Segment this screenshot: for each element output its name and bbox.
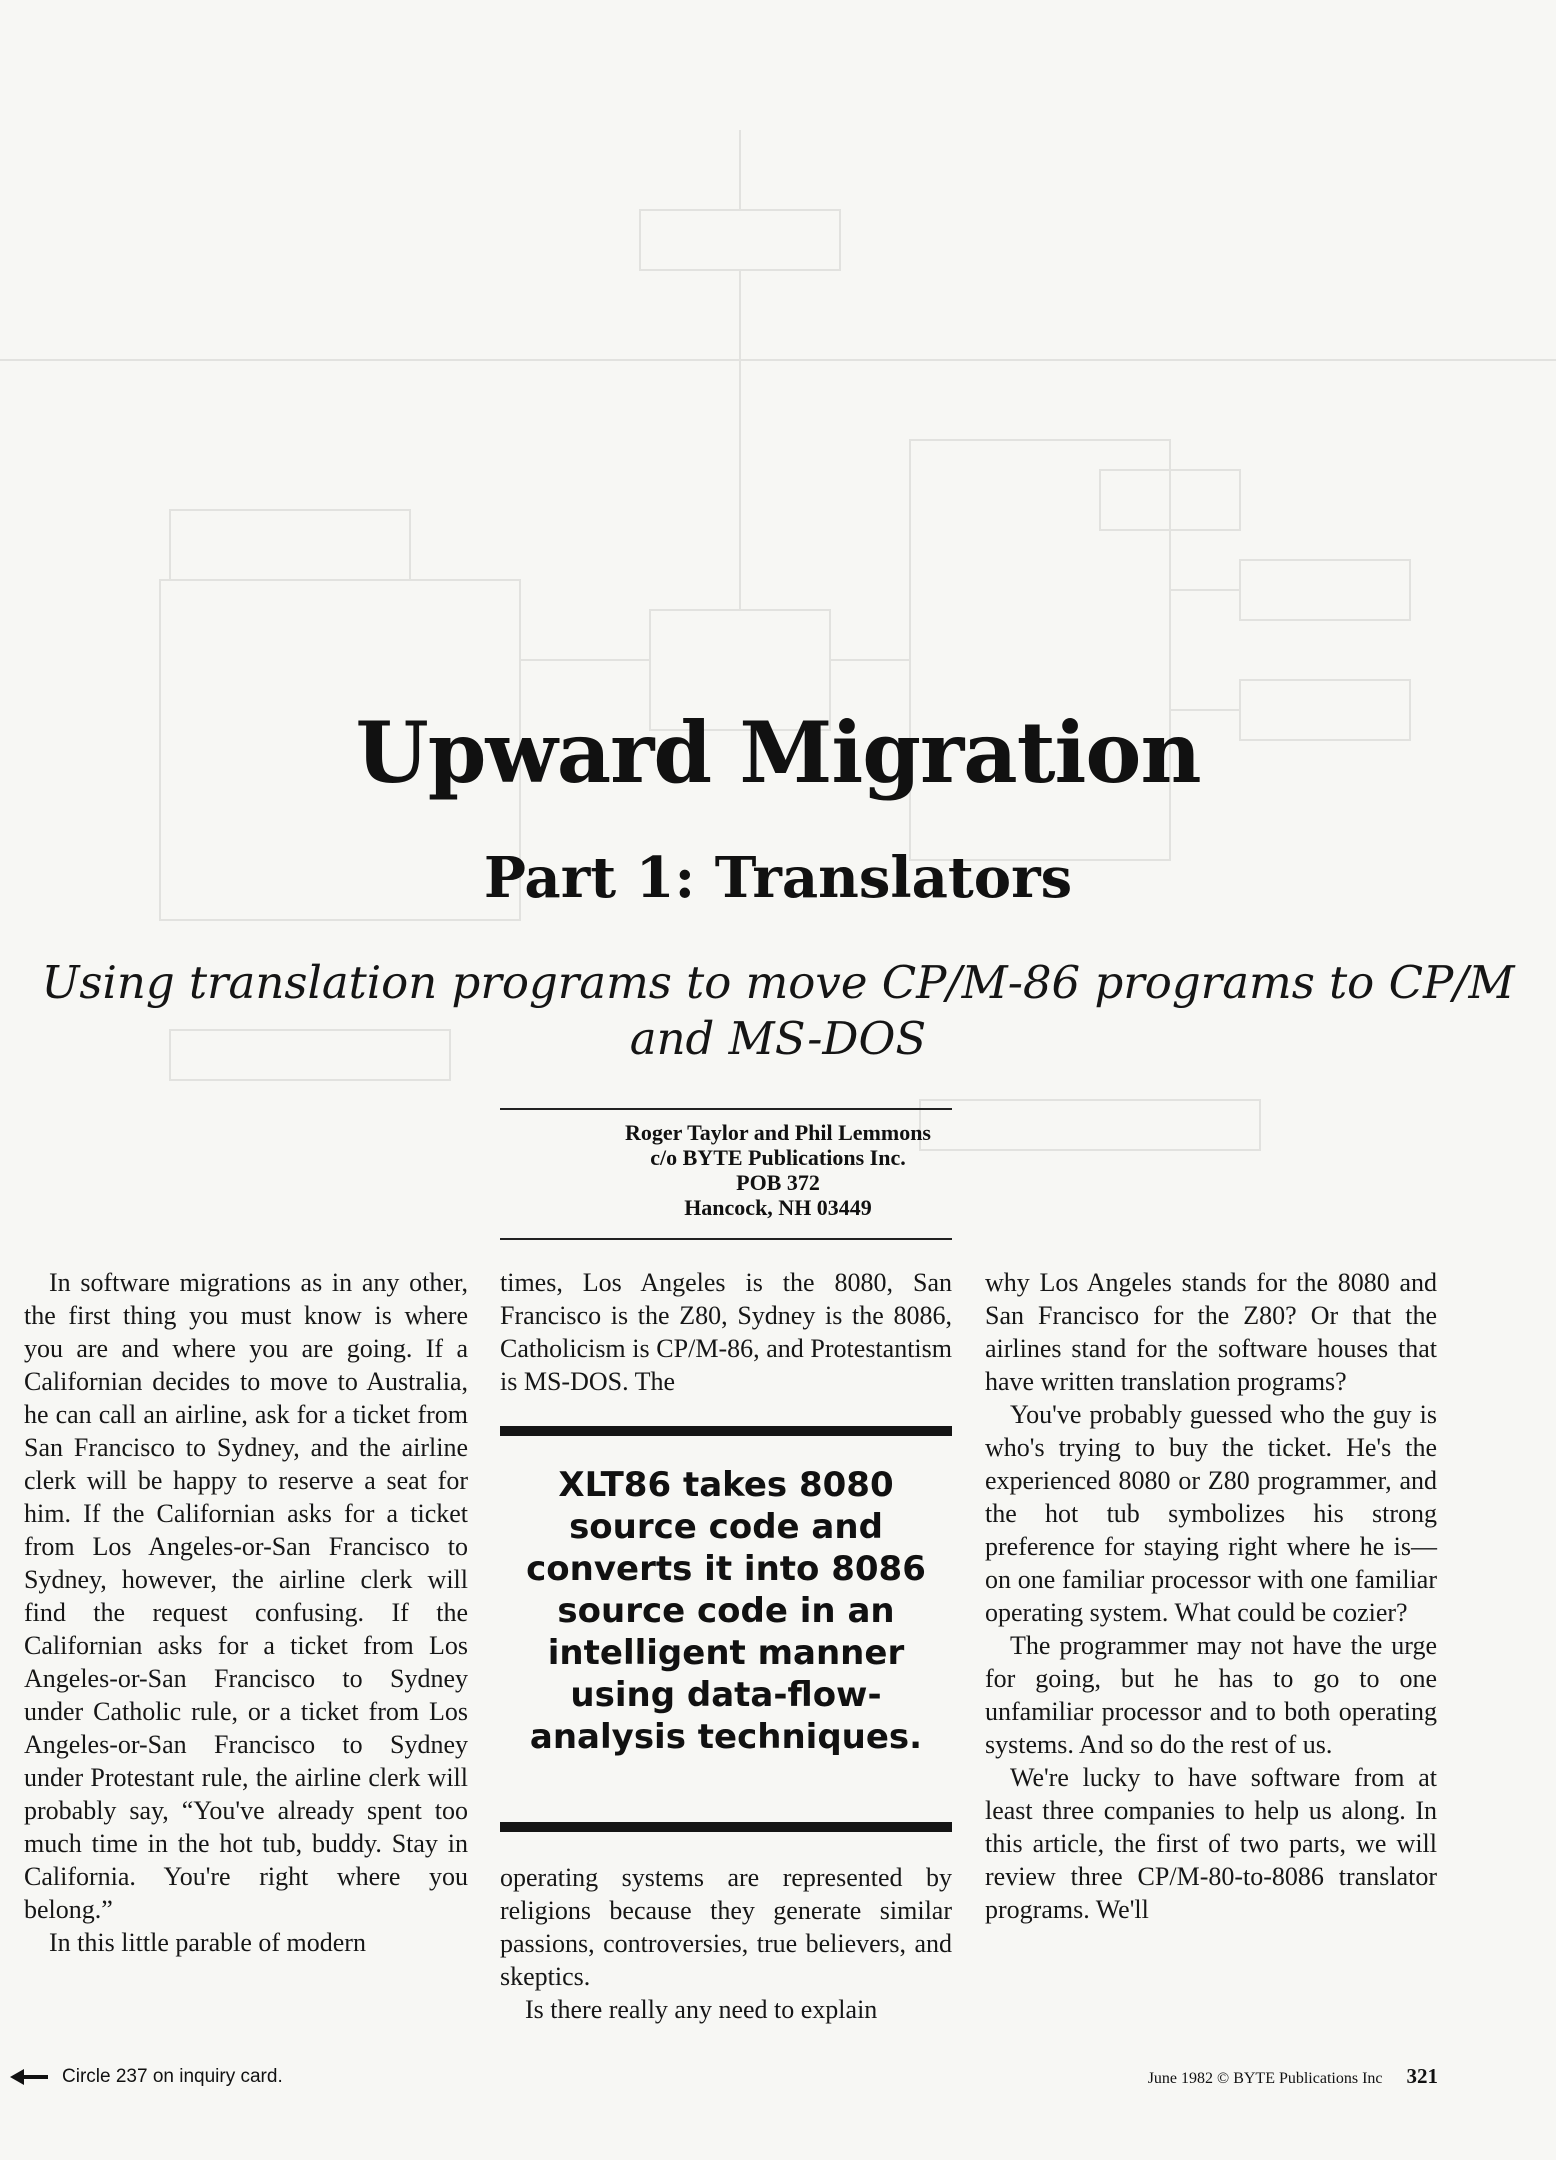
col2-paragraph-1: times, Los Angeles is the 8080, San Francisco is the Z80, Sydney is the 8086, Catholicism is CP/M-86, and Protestantism is MS-DOS. The: [500, 1268, 952, 1396]
pull-quote: XLT86 takes 8080 source code and converts it into 8086 source code in an intelligent manner using data-flow-analysis techniques.: [526, 1465, 926, 1757]
byline-city: Hancock, NH 03449: [684, 1195, 872, 1220]
byline-box: POB 372: [736, 1170, 820, 1195]
byline: [0, 1120, 1556, 1220]
col3-paragraph-1: why Los Angeles stands for the 8080 and San Francisco for the Z80? Or that the airlines stand for the software houses that have written translation programs?: [985, 1268, 1437, 1396]
left-arrow-icon: [10, 2069, 50, 2085]
col3-paragraph-2: You've probably guessed who the guy is who's trying to buy the ticket. He's the experienced 8080 or Z80 programmer, and the hot tub symbolizes his strong preference for staying right where he is—on one familiar processor with one familiar operating system. What could be cozier?: [985, 1400, 1437, 1627]
page-footer: [1148, 2064, 1438, 2089]
col1-paragraph-2: In this little parable of modern: [49, 1928, 366, 1957]
inquiry-note: [10, 2066, 283, 2088]
col1-paragraph-1: In software migrations as in any other, the first thing you must know is where you are and where you are going. If a Californian decides to move to Australia, he can call an airline, ask for a ticket from San Francisco to Sydney, and the airline clerk will be happy to reserve a seat for him. If the Californian asks for a ticket from Los Angeles-or-San Francisco to Sydney, however, the airline clerk will find the request confusing. If the Californian asks for a ticket from Los Angeles-or-San Francisco to Sydney under Catholic rule, or a ticket from Los Angeles-or-San Francisco to Sydney under Protestant rule, the airline clerk will probably say, “You've already spent too much time in the hot tub, buddy. Stay in California. You're right where you belong.”: [24, 1268, 468, 1924]
pull-quote-box: [500, 1426, 952, 1832]
page-number: 321: [1406, 2064, 1438, 2088]
column-2-bottom: [500, 1861, 952, 2026]
byline-company: c/o BYTE Publications Inc.: [650, 1145, 906, 1170]
column-1: [24, 1266, 468, 1959]
pull-quote-rule-top: [500, 1426, 952, 1436]
byline-rule-bottom: [500, 1238, 952, 1240]
article-subtitle: Part 1: Translators: [483, 845, 1073, 911]
col3-paragraph-4: We're lucky to have software from at least three companies to help us along. In this article, the first of two parts, we will review three CP/M-80-to-8086 translator programs. We'll: [985, 1763, 1437, 1924]
column-2-top: [500, 1266, 952, 1398]
article-title: Upward Migration: [355, 703, 1201, 802]
article-deck: Using translation programs to move CP/M-86 programs to CP/M and MS-DOS: [41, 956, 1515, 1065]
col3-paragraph-3: The programmer may not have the urge for going, but he has to go to one unfamiliar processor and to both operating systems. And so do the rest of us.: [985, 1631, 1437, 1759]
pull-quote-rule-bottom: [500, 1822, 952, 1832]
col2-paragraph-3: Is there really any need to explain: [525, 1995, 878, 2024]
byline-rule-top: [500, 1108, 952, 1110]
inquiry-text: Circle 237 on inquiry card.: [62, 2066, 283, 2087]
column-3: [985, 1266, 1437, 1926]
byline-authors: Roger Taylor and Phil Lemmons: [624, 1120, 931, 1145]
col2-paragraph-2: operating systems are represented by religions because they generate similar passions, controversies, true believers, and skeptics.: [500, 1863, 952, 1991]
issue-credit: June 1982 © BYTE Publications Inc: [1147, 2070, 1383, 2087]
